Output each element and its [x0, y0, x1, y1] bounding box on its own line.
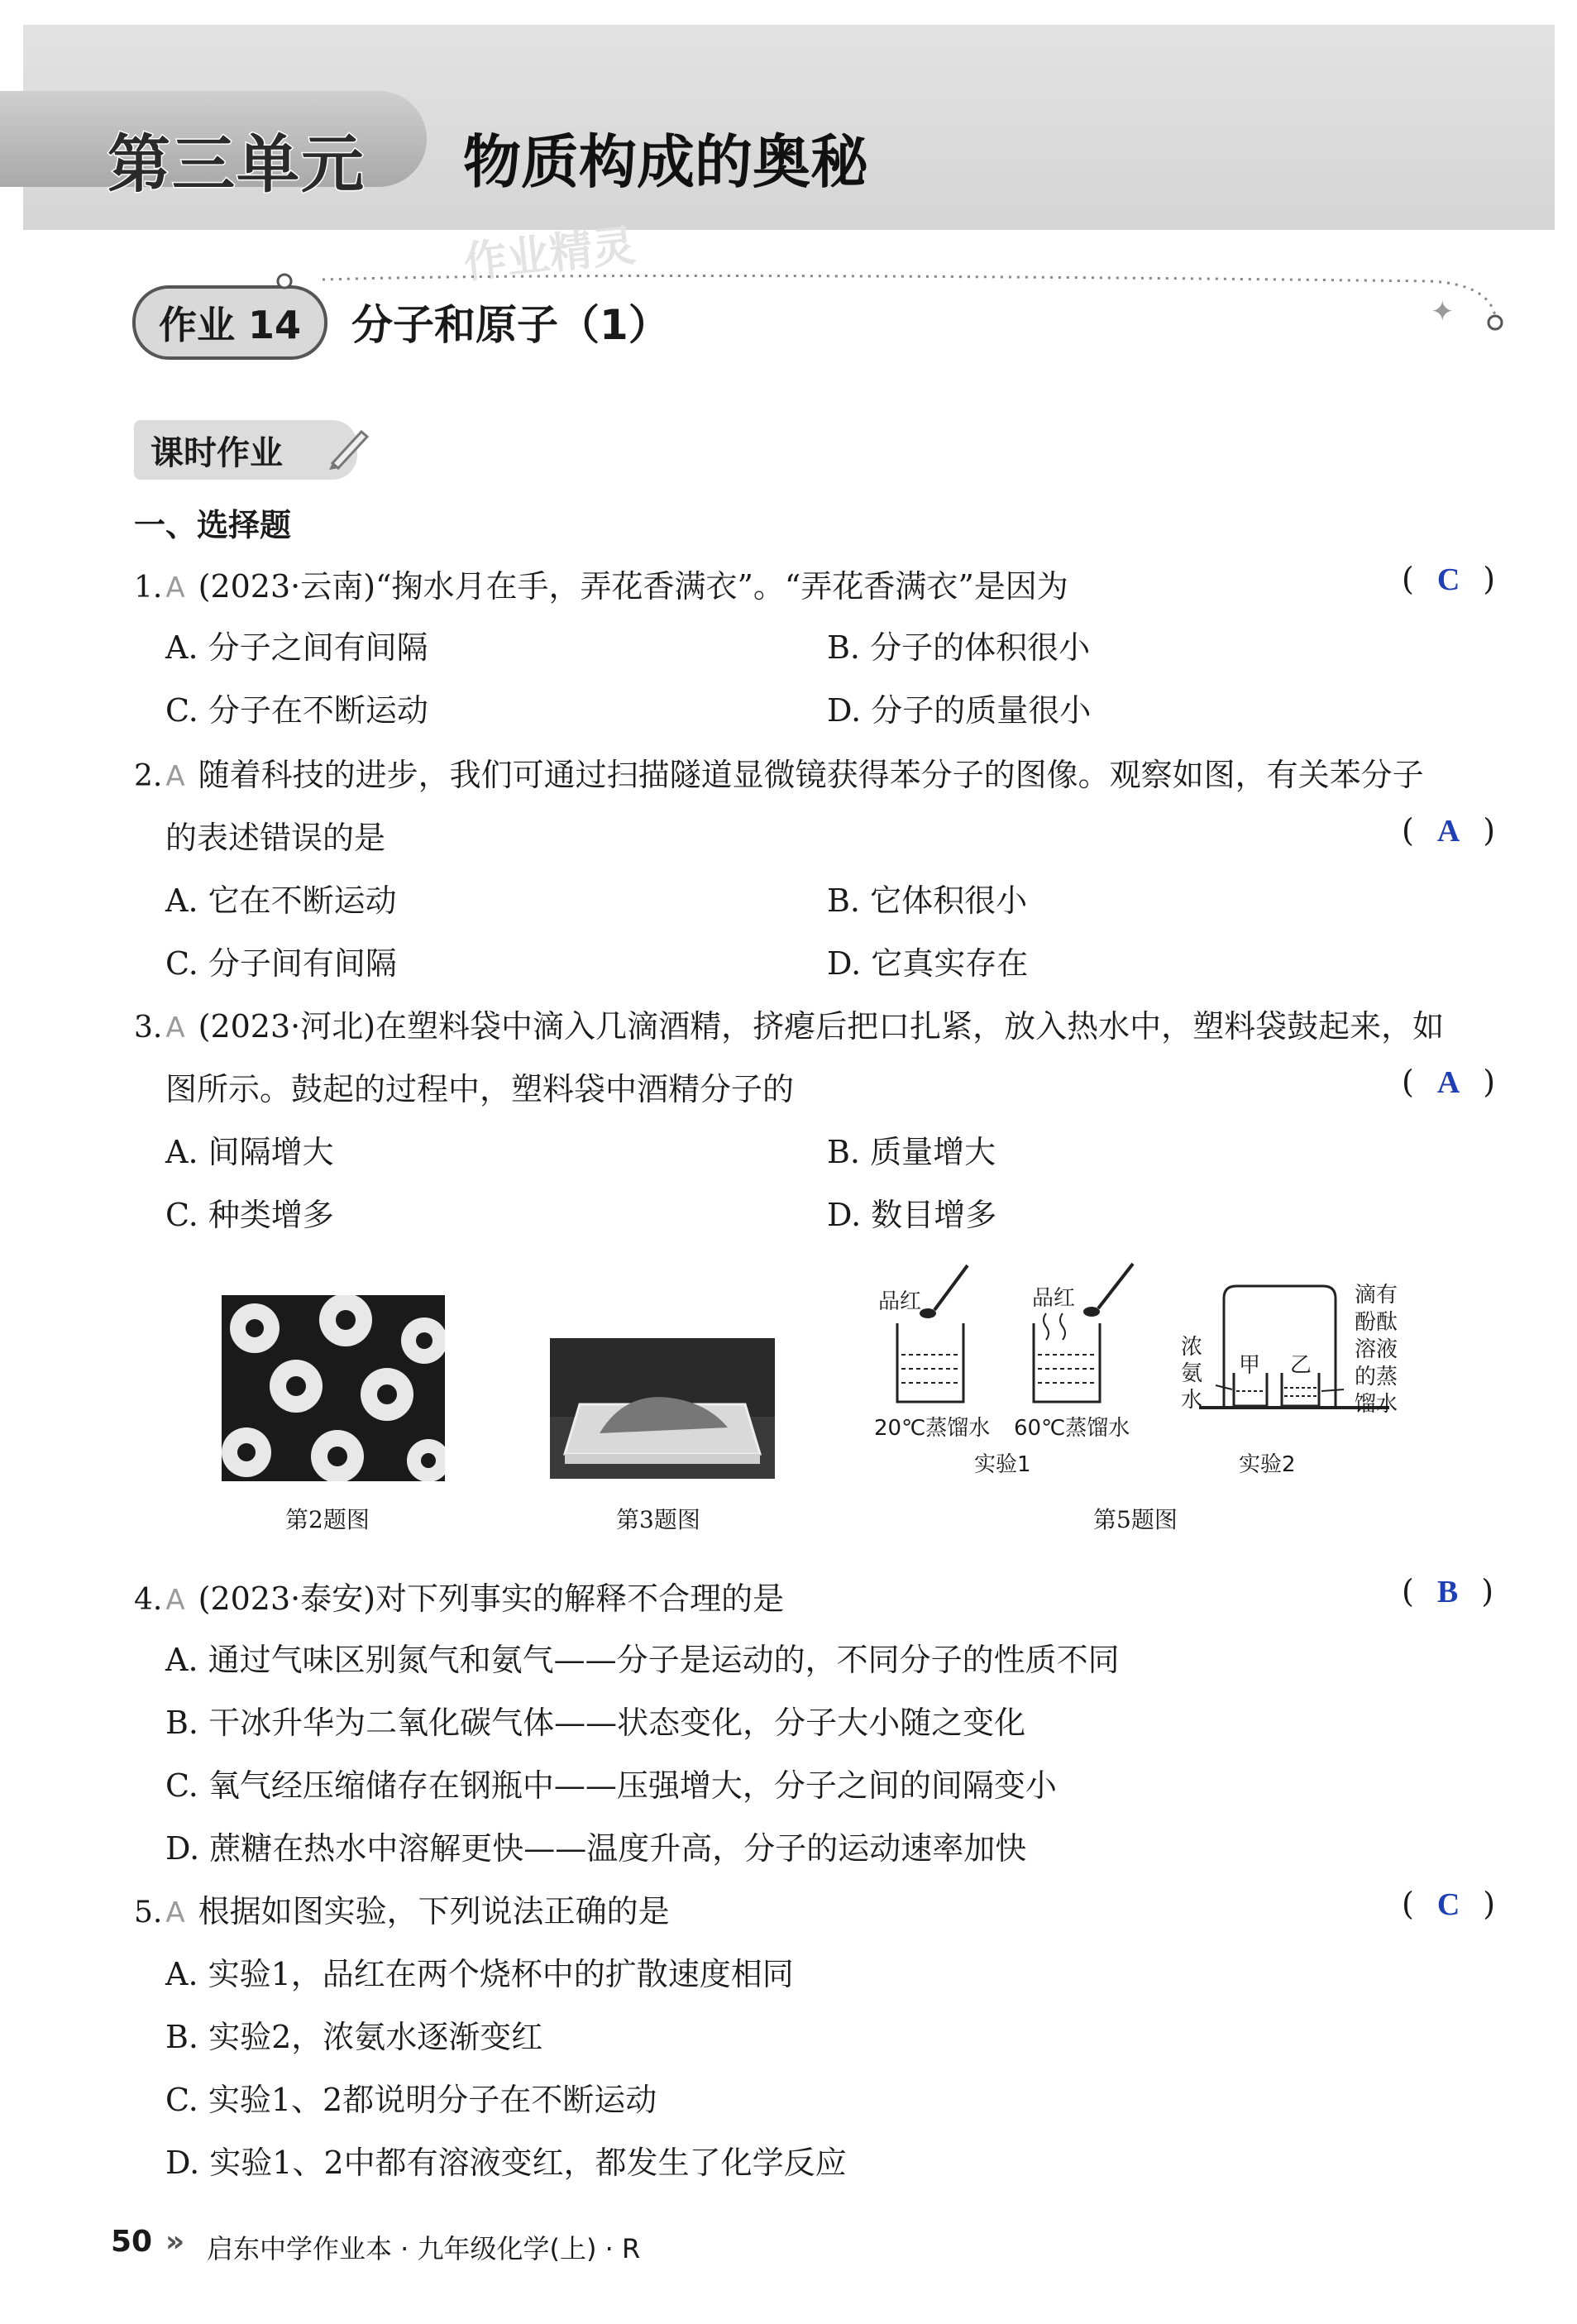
exp2-yi: 乙 [1290, 1353, 1312, 1378]
exp1-water-left: 20℃蒸馏水 [874, 1416, 991, 1441]
decorative-dotted-line [273, 273, 1513, 347]
exp2-right-4: 的蒸 [1355, 1365, 1398, 1389]
q5-option-a: A. 实验1，品红在两个烧杯中的扩散速度相同 [165, 1956, 794, 1992]
q4-option-b: B. 干冰升华为二氧化碳气体——状态变化，分子大小随之变化 [165, 1705, 1026, 1741]
plastic-bag-photo [550, 1338, 775, 1479]
exp2-ammonia-1: 浓 [1181, 1335, 1203, 1360]
exp2-right-1: 滴有 [1355, 1283, 1398, 1308]
experiment-diagram [860, 1249, 1422, 1489]
question-4: 4. A (2023·泰安)对下列事实的解释不合理的是 [134, 1580, 785, 1617]
q2-option-a: A. 它在不断运动 [165, 882, 397, 919]
question-3: 3. A (2023·河北)在塑料袋中滴入几滴酒精，挤瘪后把口扎紧，放入热水中，塑料袋鼓起来，如 [134, 1008, 1445, 1045]
answer-2: ( A ) [1402, 812, 1496, 849]
double-chevron-icon: » [165, 2225, 185, 2259]
question-3-line2: 图所示。鼓起的过程中，塑料袋中酒精分子的 [165, 1071, 795, 1107]
exp2-ammonia-2: 氨 [1181, 1361, 1203, 1386]
unit-label: 第三单元 [108, 127, 366, 201]
question-1: 1. A (2023·云南)“掬水月在手，弄花香满衣”。“弄花香满衣”是因为 [134, 568, 1068, 605]
section-tag: 课时作业 [134, 420, 357, 480]
q4-option-a: A. 通过气味区别氮气和氨气——分子是运动的，不同分子的性质不同 [165, 1642, 1120, 1678]
exp1-water-right: 60℃蒸馏水 [1014, 1416, 1130, 1441]
footer-text: 启东中学作业本 · 九年级化学(上) · R [207, 2233, 641, 2264]
exp2-name: 实验2 [1239, 1452, 1296, 1477]
level-icon: A [165, 571, 185, 605]
q2-option-b: B. 它体积很小 [827, 882, 1028, 919]
svg-text:✦: ✦ [1431, 295, 1455, 328]
q5-option-c: C. 实验1、2都说明分子在不断运动 [165, 2082, 657, 2118]
figure-5-caption: 第5题图 [1093, 1506, 1178, 1533]
exp1-label-left: 品红 [878, 1289, 922, 1314]
q2-option-c: C. 分子间有间隔 [165, 945, 397, 982]
q1-option-c: C. 分子在不断运动 [165, 692, 428, 729]
answer-4: ( B ) [1402, 1573, 1494, 1609]
exp2-right-5: 馏水 [1355, 1392, 1398, 1417]
q3-option-d: D. 数目增多 [827, 1197, 997, 1233]
watermark: 作业精灵 [461, 221, 638, 289]
q1-option-b: B. 分子的体积很小 [827, 629, 1091, 666]
level-icon: A [165, 1896, 185, 1929]
q1-option-d: D. 分子的质量很小 [827, 692, 1092, 729]
q3-option-a: A. 间隔增大 [165, 1134, 334, 1170]
page-number: 50 [111, 2225, 153, 2259]
figure-2-caption: 第2题图 [285, 1506, 370, 1533]
level-icon: A [165, 1584, 185, 1617]
exp2-right-2: 酚酞 [1355, 1310, 1398, 1335]
q4-option-d: D. 蔗糖在热水中溶解更快——温度升高，分子的运动速率加快 [165, 1830, 1027, 1867]
level-icon: A [165, 1011, 185, 1045]
answer-5: ( C ) [1402, 1886, 1496, 1922]
exp2-right-3: 溶液 [1355, 1337, 1398, 1362]
q5-option-b: B. 实验2，浓氨水逐渐变红 [165, 2019, 543, 2055]
question-5: 5. A 根据如图实验，下列说法正确的是 [134, 1893, 670, 1929]
level-icon: A [165, 760, 185, 793]
exp2-ammonia-3: 水 [1181, 1388, 1203, 1413]
figure-3-caption: 第3题图 [616, 1506, 700, 1533]
benzene-stm-image [222, 1295, 445, 1481]
q5-option-d: D. 实验1、2中都有溶液变红，都发生了化学反应 [165, 2145, 847, 2181]
homework-title: 分子和原子（1） [351, 301, 670, 349]
pencil-icon [324, 422, 374, 471]
q4-option-c: C. 氧气经压缩储存在钢瓶中——压强增大，分子之间的间隔变小 [165, 1767, 1057, 1804]
q1-option-a: A. 分子之间有间隔 [165, 629, 428, 666]
answer-1: ( C ) [1402, 561, 1496, 597]
exp1-label-right: 品红 [1032, 1286, 1076, 1311]
unit-title: 物质构成的奥秘 [463, 128, 868, 196]
q3-option-b: B. 质量增大 [827, 1134, 996, 1170]
q2-option-d: D. 它真实存在 [827, 945, 1029, 982]
exp2-jia: 甲 [1239, 1353, 1261, 1378]
q3-option-c: C. 种类增多 [165, 1197, 334, 1233]
question-2-line2: 的表述错误的是 [165, 820, 386, 856]
section-heading: 一、选择题 [134, 507, 292, 543]
answer-3: ( A ) [1402, 1064, 1496, 1100]
homework-number: 作业 14 [132, 285, 327, 360]
question-2: 2. A 随着科技的进步，我们可通过扫描隧道显微镜获得苯分子的图像。观察如图，有关苯分子 [134, 757, 1424, 793]
exp1-name: 实验1 [974, 1452, 1031, 1477]
